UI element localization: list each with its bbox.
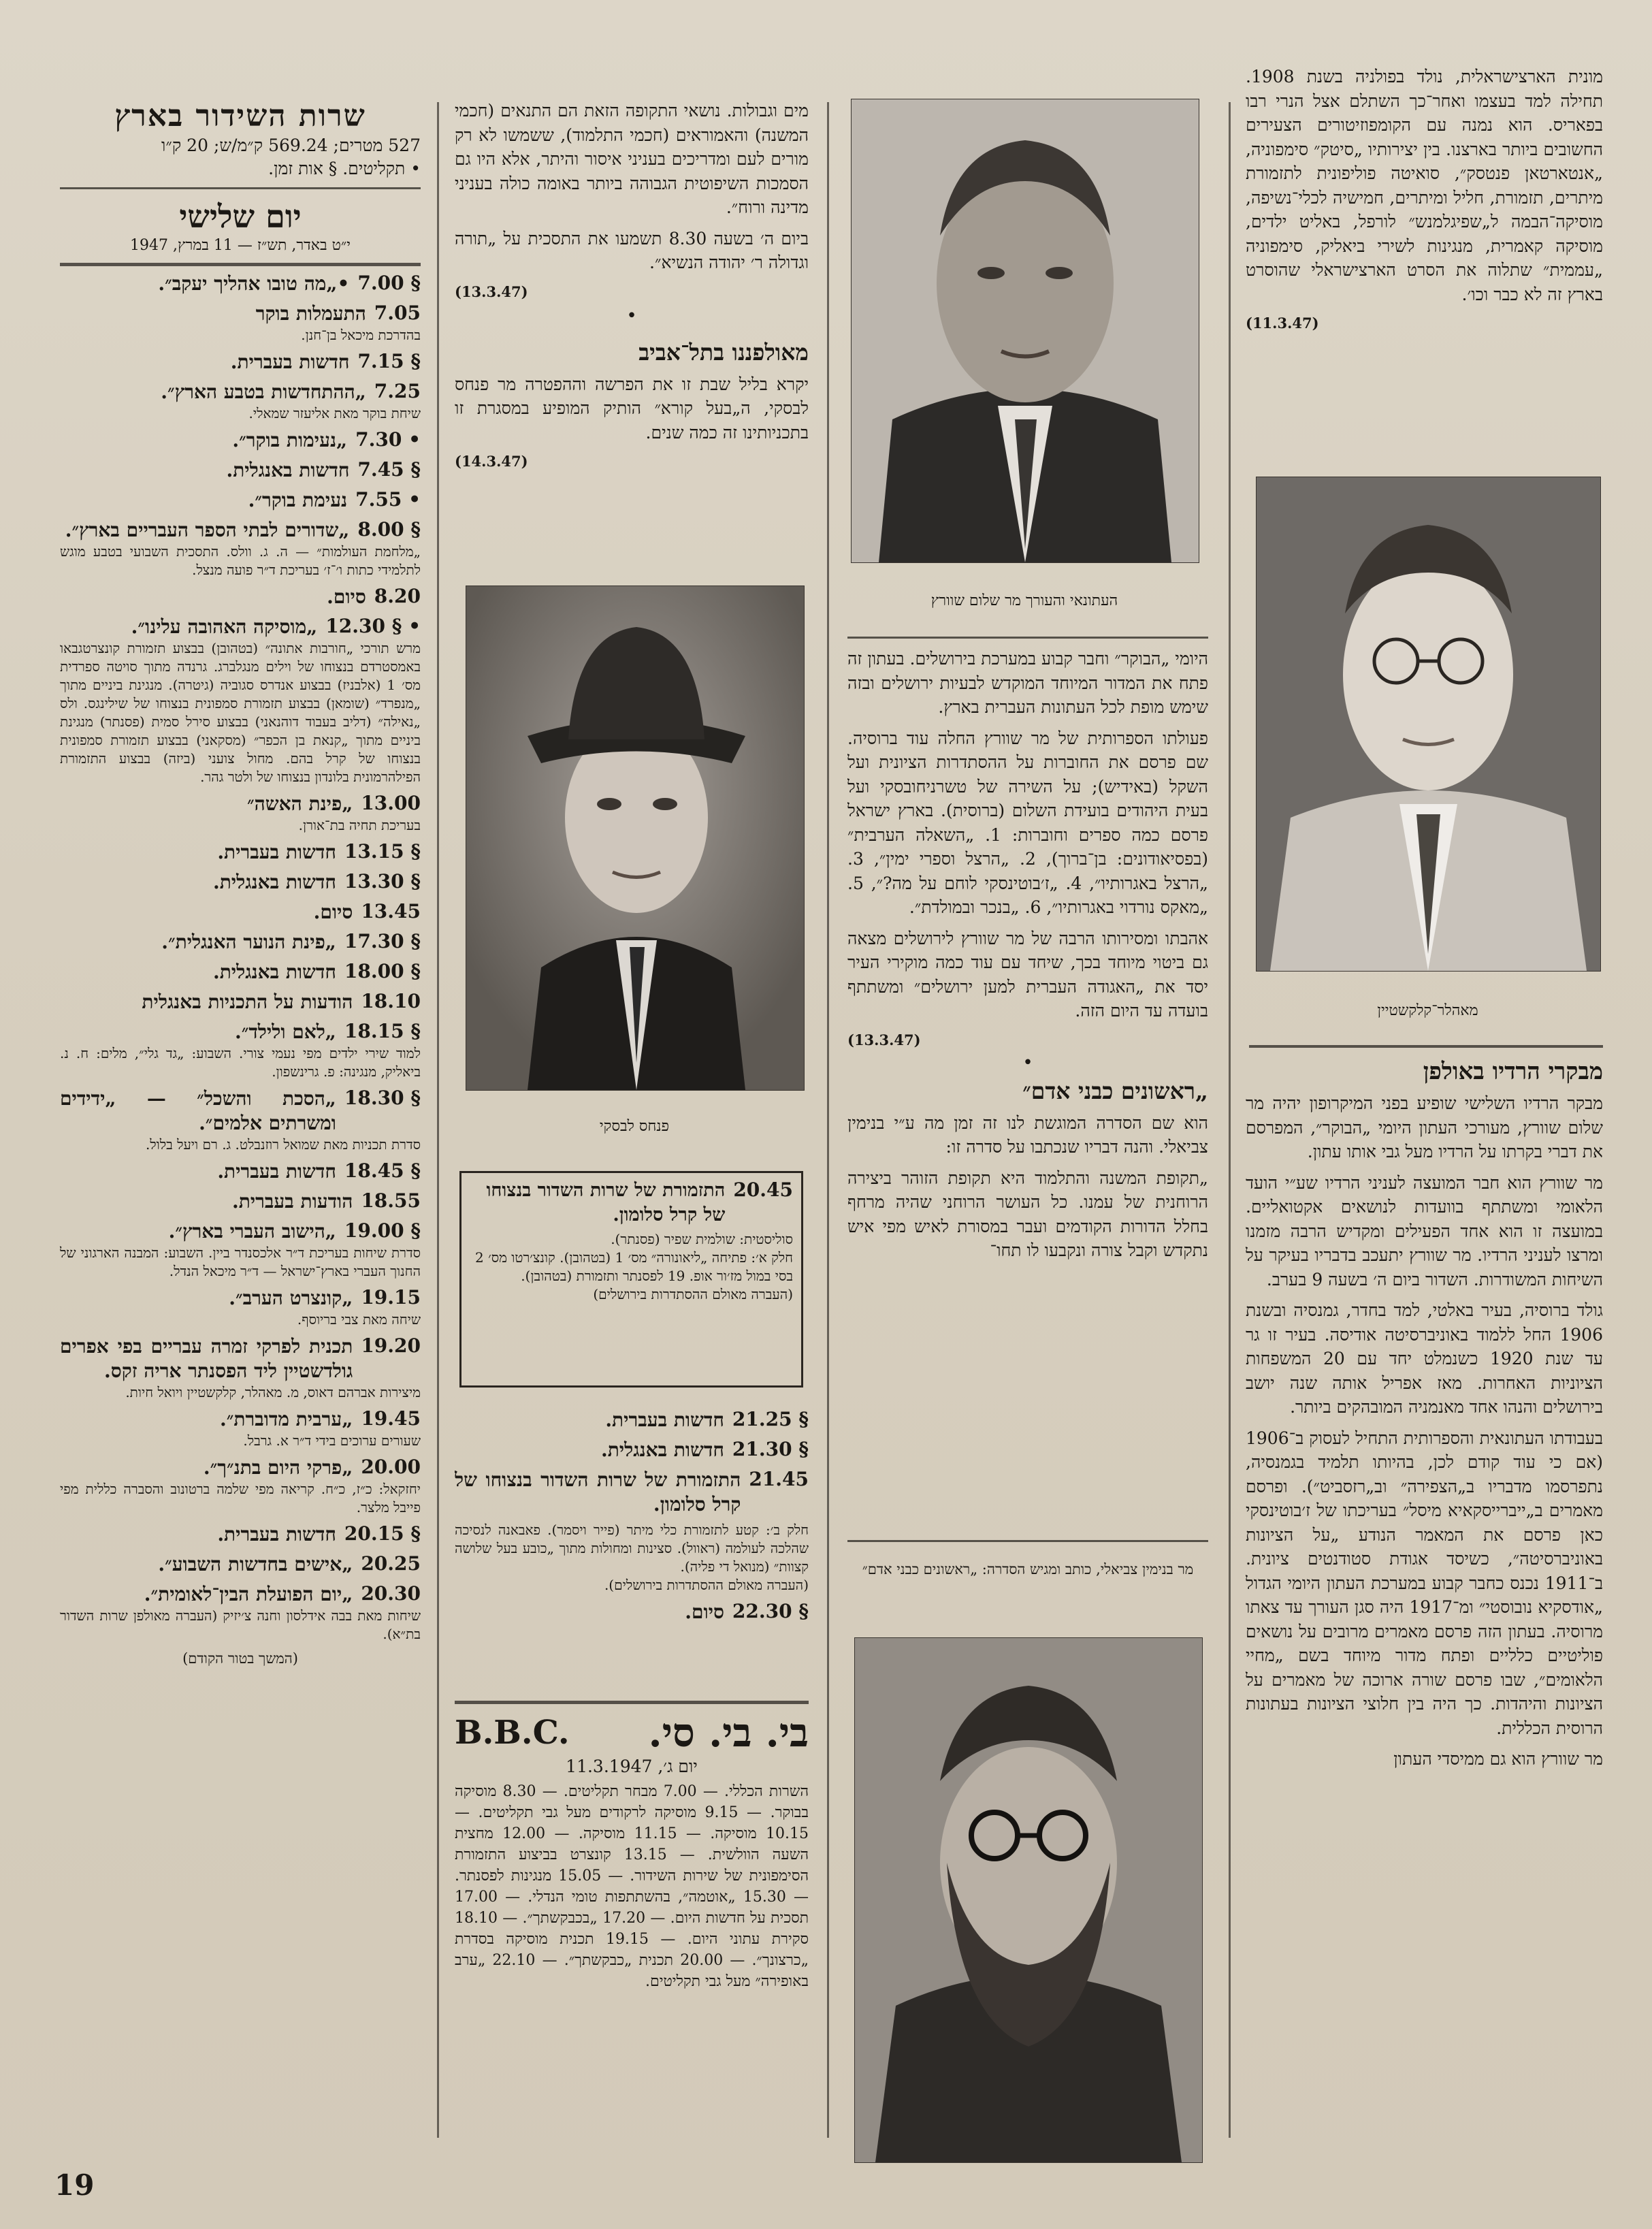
- portrait-photo: [466, 586, 805, 1091]
- schedule-program: „פינת האשה״: [247, 792, 353, 815]
- schedule-detail: שיחת בוקר מאת אליעזר שמאלי.: [248, 405, 421, 421]
- column-divider: [827, 102, 829, 2138]
- schedule-time: 19.00 §: [344, 1219, 421, 1242]
- portrait-photo: [851, 99, 1199, 563]
- schedule-time: 20.00: [361, 1456, 421, 1478]
- schedule-item: [60, 518, 421, 543]
- continued-note: (המשך בטור הקודם): [182, 1650, 298, 1667]
- article-text: אהבתו ומסירותו הרבה של מר שוורץ לירושלים מצאה גם ביטוי מיוחד בכך, שיחד עם עוד כמה מוקירי העיר יסד את „האגודה העברית למען ירושלים״ ומשתתף בועדה עד היום הזה.: [847, 928, 1208, 1021]
- article-text: מים וגבולות. נושאי התקופה הזאת הם התנאים (חכמי המשנה) והאמוראים (חכמי התלמוד), ששמשו לא רק מורים לעם ומדריכים בעניני איסור והיתר, אלא היו גם הסמכות השיפוטית הגבוהה ביותר באומה כולה בעניני מדינה ורוח״.: [455, 101, 809, 217]
- schedule-item: [60, 1522, 421, 1547]
- schedule-program: חדשות בעברית.: [217, 841, 336, 863]
- schedule-time: 7.25: [374, 380, 421, 402]
- radio-schedule-column: [60, 99, 421, 2155]
- schedule-item: [60, 1189, 421, 1214]
- schedule-item: [60, 1407, 421, 1432]
- schedule-time: 7.30 •: [355, 428, 421, 451]
- bbc-latin-title: B.B.C.: [455, 1714, 570, 1752]
- article-heading: מאולפננו בתל־אביב: [638, 338, 809, 366]
- schedule-detail: מיצירות אברהם דאוס, מ. מאהלר, קלקשטיין ויואל חיות.: [125, 1384, 421, 1400]
- column-divider: [1229, 102, 1231, 2138]
- schedule-date: י״ט באדר, תש״ז — 11 במרץ, 1947: [130, 237, 351, 254]
- column-divider: [437, 102, 439, 2138]
- schedule-program: „יום הפועלת הבין־לאומית״.: [144, 1583, 353, 1605]
- schedule-time: 13.00: [361, 792, 421, 814]
- divider: [455, 1701, 809, 1704]
- schedule-detail: בהדרכת מיכאל בן־חנן.: [301, 327, 421, 343]
- schedule-time: 7.45 §: [357, 458, 421, 481]
- schedule-detail: „מלחמת העולמות״ — ה. ג. וולס. התסכית השבועי בטבע מוגש לתלמידי כתות ו׳־ז׳ בעריכת ד״ר פועה מנצל.: [60, 543, 421, 578]
- article-heading: „ראשונים כבני אדם״: [1022, 1077, 1208, 1104]
- schedule-time: 13.30 §: [344, 870, 421, 893]
- schedule-program: הודעות בעברית.: [231, 1190, 353, 1213]
- divider: [1249, 1045, 1603, 1048]
- schedule-item: [455, 1408, 809, 1432]
- portrait-photo: [854, 1637, 1203, 2163]
- page-number: 19: [54, 2168, 95, 2202]
- divider: [60, 263, 421, 266]
- schedule-frequency: 527 מטרים; 569.24 ק״מ/ש; 20 ק״ו: [161, 135, 421, 155]
- article-text: יקרא בליל שבת זו את הפרשה וההפטרה מר פנחס לבסקי, ה„בעל קורא״ הותיק המופיע במסגרת זו בתכניותינו זה כמה שנים.: [455, 374, 809, 443]
- schedule-program: „ההתחדשות בטבע הארץ״.: [161, 381, 366, 403]
- schedule-program: סיום.: [685, 1601, 724, 1623]
- article-text: ביום ה׳ בשעה 8.30 תשמעו את התסכית על „תורה וגדולה ר׳ יהודה הנשיא״.: [455, 228, 809, 272]
- schedule-item: [60, 302, 421, 326]
- schedule-program: „הישוב העברי בארץ״.: [168, 1220, 336, 1242]
- article-text: מר שוורץ הוא גם ממיסדי העתון: [1393, 1749, 1603, 1769]
- evening-schedule-list: [455, 1408, 809, 1517]
- schedule-time: 13.45: [361, 900, 421, 923]
- schedule-time: 13.15 §: [344, 840, 421, 863]
- schedule-time: 8.20: [374, 585, 421, 607]
- schedule-time: 20.25: [361, 1552, 421, 1575]
- schedule-item: [455, 1468, 809, 1517]
- schedule-program: חדשות בעברית.: [605, 1409, 724, 1431]
- schedule-program: נעימת בוקר״.: [248, 489, 348, 511]
- schedule-item: [60, 1020, 421, 1044]
- schedule-item: [60, 1334, 421, 1383]
- schedule-time: 17.30 §: [344, 930, 421, 952]
- schedule-item: [60, 930, 421, 955]
- schedule-detail: בעריכת תחיה בת־אורן.: [298, 817, 421, 833]
- schedule-time: 7.05: [374, 302, 421, 324]
- schedule-detail: סדרת שיחות בעריכת ד״ר אלכסנדר ביין. השבוע: המבנה הארגוני של החנוך העברי בארץ־ישראל — ד״ר מיכאל הנדל.: [60, 1245, 421, 1279]
- schedule-item: [60, 990, 421, 1014]
- divider: [847, 637, 1208, 639]
- schedule-program: „ערבית מדוברת״.: [220, 1408, 353, 1430]
- concert-part-one: חלק א׳: פתיחה „ליאונורה״ מס׳ 1 (בטהובן). קונצ׳רטו מס׳ 2 בסי במול מז׳ור אופ. 19 לפסנתר ותזמורת (בטהובן).: [474, 1249, 793, 1284]
- column-four: [1246, 1052, 1603, 2162]
- divider: [847, 1540, 1208, 1542]
- article-date: (14.3.47): [455, 453, 528, 470]
- schedule-time: 21.45: [749, 1468, 809, 1490]
- article-text: מבקר הרדיו השלישי שופיע בפני המיקרופון יהיה מר שלום שוורץ, מעורכי העתון היומי „הבוקר״, המפרסם את דברי בקרתו על הרדיו מעל גבי אותו עתון.: [1246, 1093, 1603, 1161]
- schedule-legend: • תקליטים. § אות זמן.: [268, 159, 421, 178]
- schedule-program: „לאם ולילד״.: [234, 1021, 336, 1043]
- photo-caption: מר בנימין צביאלי, כותב ומגיש הסדרה: „ראשונים כבני אדם״: [862, 1561, 1194, 1577]
- article-text: הוא שם הסדרה המוגשת לנו זה זמן מה ע״י בנימין צביאלי. והנה דבריו שנכתבו על סדרה זו:: [847, 1112, 1208, 1157]
- column-four-top: [1246, 65, 1603, 446]
- schedule-time: 7.55 •: [355, 488, 421, 511]
- article-text: גולד ברוסיה, בעיר באלטי, למד בחדר, גמנסיה ובשנת 1906 החל ללמוד באוניברסיטה אודיסה. בעיר זו גר עד שנת 1920 כשנמלט יחד עם 20 המשפחות הציוניות האחרות. מאז אפריל אותה שנה יושב בירושלים והנהו אחד מאנמניה המובהקים ביותר.: [1246, 1300, 1603, 1417]
- schedule-detail: יחזקאל: כ״ז, כ״ח. קריאה מפי שלמה ברטונוב והסברה כללית מפי פייבל מלצר.: [60, 1481, 421, 1516]
- schedule-time: 12.30 § •: [325, 615, 421, 637]
- schedule-time: 7.15 §: [357, 350, 421, 372]
- schedule-item: [60, 458, 421, 483]
- schedule-program: סיום.: [327, 586, 366, 608]
- schedule-program: „אישים בחדשות השבוע״.: [158, 1553, 353, 1575]
- concert-title: התזמורת של שרות השדור בנצוחו של קרל סלומון.: [486, 1180, 726, 1225]
- schedule-program: חדשות באנגלית.: [226, 459, 350, 481]
- schedule-item: [60, 870, 421, 895]
- schedule-time: 8.00 §: [357, 518, 421, 541]
- schedule-time: 19.15: [361, 1286, 421, 1309]
- schedule-item: [60, 792, 421, 816]
- article-text: פעולתו הספרותית של מר שוורץ החלה עוד ברוסיה. שם פרסם את החוברות על ההסתדרות הציונית ועל השקל (באידיש); על השירה של טשרניחובסקי ועל בעית היהודים בועידת השלום (ברוסית). בארץ ישראל פרסם כמה ספרים וחוברות: 1. „השאלה הערבית״ (בפסיאודונים: בן־ברוך), 2. „הרצל וספרי ימין״, 3. „הרצל באגרותיו״, 4. „ז׳בוטינסקי לוחם על מה?״, 5. „מאקס נורדוי באגרותיו״, 6. „בנכר ובמולדת״.: [847, 728, 1208, 917]
- schedule-item: [60, 615, 421, 639]
- schedule-item: [60, 840, 421, 865]
- bbc-title: בי. בי. סי.: [648, 1710, 809, 1756]
- schedule-program: סיום.: [313, 901, 353, 923]
- bbc-date: יום ג׳, 11.3.1947: [566, 1757, 698, 1776]
- evening-schedule: [455, 1402, 809, 1716]
- schedule-time: 20.30: [361, 1582, 421, 1605]
- schedule-item: [60, 428, 421, 453]
- schedule-item: [60, 1582, 421, 1607]
- separator-dot: •: [626, 305, 637, 326]
- schedule-item: [60, 585, 421, 609]
- bbc-section: [455, 1709, 809, 2158]
- schedule-program: התעמלות בוקר: [255, 302, 366, 325]
- schedule-program: חדשות בעברית.: [217, 1523, 336, 1545]
- schedule-day: יום שלישי: [179, 198, 302, 235]
- schedule-item: [60, 1159, 421, 1184]
- schedule-program: „מוסיקה האהובה עלינו״.: [131, 615, 318, 638]
- article-text: מר שוורץ הוא חבר המועצה לעניני הרדיו שע״י הועד הלאומי ומשתתף בוועדות לנושאים אקטואליים. במועצה זו הוא אחד הפעילים ומקדיש הרבה מזמנו ומרצו לעניני הרדיו. מר שוורץ יתעכב בדבריו בעיקר על השיחות המשודרות. השדור ביום ה׳ בשעה 9 בערב.: [1246, 1172, 1603, 1289]
- schedule-item: [60, 380, 421, 404]
- schedule-time: 21.30 §: [732, 1438, 809, 1460]
- schedule-program: •„מה טובו אהליך יעקב״.: [158, 272, 350, 295]
- concert-soloist: סוליסטית: שולמית שפיר (פסנתר).: [611, 1231, 793, 1247]
- schedule-program: „קונצרט הערב״.: [229, 1287, 353, 1309]
- article-text: מונית הארצישראלית, נולד בפולניה בשנת 1908. תחילה למד בעצמו ואחר־כך השתלם אצל הנרי רבו בפאריס. הוא נמנה עם הקומפוזיטורים הצעירים החשובים ביותר בארצנו. בין יצירותיו „סיטק״ סימפוניה, „אנטארטאן פנטסק״, סואיטה פוליפונית לתזמורת מיתרים, תזמורת, חליל ומיתרים, חמישיה לכלי־נשיפה, מוסיקה־הבמה ל„שפיגלמנש״ לורפל, באליט ילדים, מוסיקה קאמרית, מנגינות לשירי ביאליק, סימפוניה „עממית״ שתלוה את הסרט הארצישראלי שהוסרט בארץ זה לא כבר וכו׳.: [1246, 67, 1603, 304]
- article-text: „תקופת המשנה והתלמוד היא תקופת הזוהר ביצירה הרוחנית של עמנו. כל העושר הרוחני שהיה מרחף בחלל הדורות הקודמים ועבר במסורת לאיש מפי איש נתקדש וקבל צורה ונקבעו לו תחו־: [847, 1168, 1208, 1260]
- schedule-time: 18.00 §: [344, 960, 421, 982]
- schedule-time: 20.15 §: [344, 1522, 421, 1545]
- schedule-program: התזמורת של שרות השדור בנצוחו של קרל סלומון.: [455, 1469, 741, 1516]
- schedule-detail: למוד שירי ילדים מפי נעמי צורי. השבוע: „גד גלי״, מלים: ח. נ. ביאליק, מנגינה: פ. גרינשפון.: [60, 1045, 421, 1080]
- schedule-item: [60, 960, 421, 984]
- schedule-program: חדשות בעברית.: [217, 1160, 336, 1183]
- photo-caption: מאהלר־קלקשטיין: [1377, 1002, 1478, 1019]
- schedule-item: [455, 1438, 809, 1462]
- schedule-time: 19.20: [361, 1334, 421, 1357]
- schedule-time: 18.30 §: [344, 1087, 421, 1109]
- concert-part-two: חלק ב׳: קטע לתזמורת כלי מיתר (פייר ויסמר). פאבאנה לנסיכה שהלכה לעולמה (ראוול). סצינות ומחולות מתוך „כובע בעל שלושה קצוות״ (מנואל די פליה).: [455, 1522, 809, 1575]
- photo-caption: העתונאי והעורך מר שלום שוורץ: [930, 592, 1118, 609]
- divider: [60, 187, 421, 189]
- article-text: היומי „הבוקר״ וחבר קבוע במערכת בירושלים. בעתון זה פתח את המדור המיוחד המוקדש לבעיות ירושלים ובזה שימש מופת לכל העתונות העברית בארץ.: [847, 649, 1208, 717]
- schedule-time: 22.30 §: [732, 1600, 809, 1622]
- schedule-program: „נעימות בוקר״.: [232, 429, 348, 451]
- column-three: [847, 647, 1208, 1532]
- schedule-program: „הסכת והשכל״ — „ידידים ומשרתים אלמים״.: [60, 1087, 336, 1134]
- schedule-item: [60, 1087, 421, 1136]
- schedule-program: תכנית לפרקי זמרה עבריים בפי אפרים גולדשטיין ליד הפסנתר אריה זקס.: [60, 1335, 353, 1382]
- schedule-time: 19.45: [361, 1407, 421, 1430]
- schedule-program: חדשות באנגלית.: [600, 1439, 724, 1461]
- schedule-time: 18.55: [361, 1189, 421, 1212]
- concert-relay: (העברה מאולם ההסתדרות בירושלים).: [604, 1577, 809, 1593]
- schedule-program: „פינת הנוער האנגלית״.: [161, 931, 336, 953]
- schedule-item: [60, 350, 421, 374]
- schedule-detail: סדרת תכניות מאת שמואל רוזנבלט. ג. רם ויעל בלול.: [145, 1136, 421, 1153]
- schedule-item: [60, 272, 421, 296]
- article-date: (13.3.47): [847, 1031, 921, 1048]
- schedule-program: הודעות על התכניות באנגלית: [142, 991, 353, 1013]
- schedule-program: חדשות באנגלית.: [212, 961, 336, 983]
- schedule-program: חדשות באנגלית.: [212, 871, 336, 893]
- photo-caption: פנחס לבסקי: [599, 1118, 670, 1135]
- schedule-item: [60, 488, 421, 513]
- article-date: (11.3.47): [1246, 315, 1319, 332]
- schedule-list: [60, 272, 421, 1643]
- concert-relay: (העברה מאולם ההסתדרות בירושלים): [593, 1286, 793, 1302]
- schedule-time: 21.25 §: [732, 1408, 809, 1430]
- schedule-program: „שדורים לבתי הספר העבריים בארץ״.: [65, 519, 350, 541]
- schedule-detail: שיחה מאת צבי בריוסף.: [297, 1311, 421, 1328]
- schedule-time: 18.10: [361, 990, 421, 1012]
- separator-dot: •: [1022, 1052, 1033, 1073]
- schedule-program: „פרקי היום בתנ״ך״.: [203, 1456, 353, 1479]
- schedule-program: חדשות בעברית.: [230, 351, 350, 373]
- schedule-title: שרות השידור בארץ: [114, 99, 366, 133]
- schedule-item: [60, 1286, 421, 1311]
- concert-time: 20.45: [733, 1178, 793, 1201]
- article-date: (13.3.47): [455, 283, 528, 300]
- portrait-photo: [1256, 477, 1601, 972]
- schedule-item: [60, 900, 421, 925]
- bbc-schedule: השרות הכללי. — 7.00 מבחר תקליטים. — 8.30 מוסיקה בבוקר. — 9.15 מוסיקה לרקודים מעל גבי תקליטים. — 10.15 מוסיקה. — 11.15 מוסיקה. — 12.00 מחצית השעה הוולשית. — 13.15 קונצרט בביצוע התזמורת הסימפונית של שירות השידור. — 15.05 מנגינות לפסנתר. — 15.30 „אוטמה״, בהשתתפות טומי הנדלי. — 17.00 תסכית על חדשות היום. — 17.20 „בכבקשתך״. — 18.10 סקירת עתוני היום. — 19.15 תכנית מוסיקה בסדרת „כרצונך״. — 20.00 תכנית „כבקשתך״. — 22.10 „ערב באופירה״ מעל גבי תקליטים.: [455, 1783, 809, 1990]
- article-heading: מבקרי הרדיו באולפן: [1423, 1058, 1603, 1085]
- schedule-detail: מרש תורכי „חורבות אתונה״ (בטהובן) בבצוע תזמורת קונצרטגבאו באמסטרדם בנצוחו של וילים מנגלברג. גרנדה מתוך סויטה ספרדית מס׳ 1 (אלבניז) בבצוע אנדרס סגוביה (גיטרה). מנגינת ביניים מתוך „מנפרד״ (שומאן) בבצוע תזמורת סמפונית בנצוחו של שילינגס. ולס „נאילה״ (דליב בעבוד דוהנאני) בבצוע סירל סמית (פסנתר) מנגינת ביניים מתוך „קנאת בן הכפר״ (מסקאני) בבצוע תזמורת סמפונית בנצוחו של קרל בהם. מחול צועני (ביזה) בבצוע התזמורת הפילהרמונית בלונדון בנצוחו של ולטר גהר.: [60, 640, 421, 785]
- article-text: בעבודתו העתונאית והספרותית התחיל לעסוק ב־1906 (אם כי עוד קודם לכן, בהיותו תלמיד בגמנסיה, נתפרסמו מדבריו ב„הצפירה״ וב„רזסביט״). ופרסם מאמרים ב„ייברייסקאיא מיסל״ בעריכתו של ז׳בוטינסקי כאן פרסם את המאמר הנודע „על הציונות באוניברסיטה״, כשיסד אגודת סטודנטים ציונית. ב־1911 נכנס כחבר קבוע במערכת העתון היומי הגדול „אודסקיא נובוסטי״ ומ־1917 היה סגן העורך עד צאתו מרוסיה. בעתון הזה פרסם מאמרים מרובים על נושאים פוליטיים כלליים ופתח מדור מיוחד בשם „מחיי הלאומים״, שבו פרסם שורה ארוכה של מאמרים על הציונות והיהדות. כך היה בין חלוצי הציונות בעתונות הרוסית הכללית.: [1246, 1428, 1603, 1738]
- schedule-time: 7.00 §: [357, 272, 421, 294]
- schedule-detail: שיחות מאת בבה אידלסון וחנה צ׳יזיק (העברה מאולפן שרות השדור בת״א).: [60, 1607, 421, 1642]
- schedule-time: 18.45 §: [344, 1159, 421, 1182]
- schedule-item: [60, 1456, 421, 1480]
- concert-box: [459, 1171, 803, 1388]
- schedule-item: [455, 1600, 809, 1624]
- schedule-item: [60, 1552, 421, 1577]
- schedule-detail: שעורים ערוכים בידי ד״ר א. גרבל.: [243, 1432, 421, 1449]
- schedule-time: 18.15 §: [344, 1020, 421, 1042]
- schedule-item: [60, 1219, 421, 1244]
